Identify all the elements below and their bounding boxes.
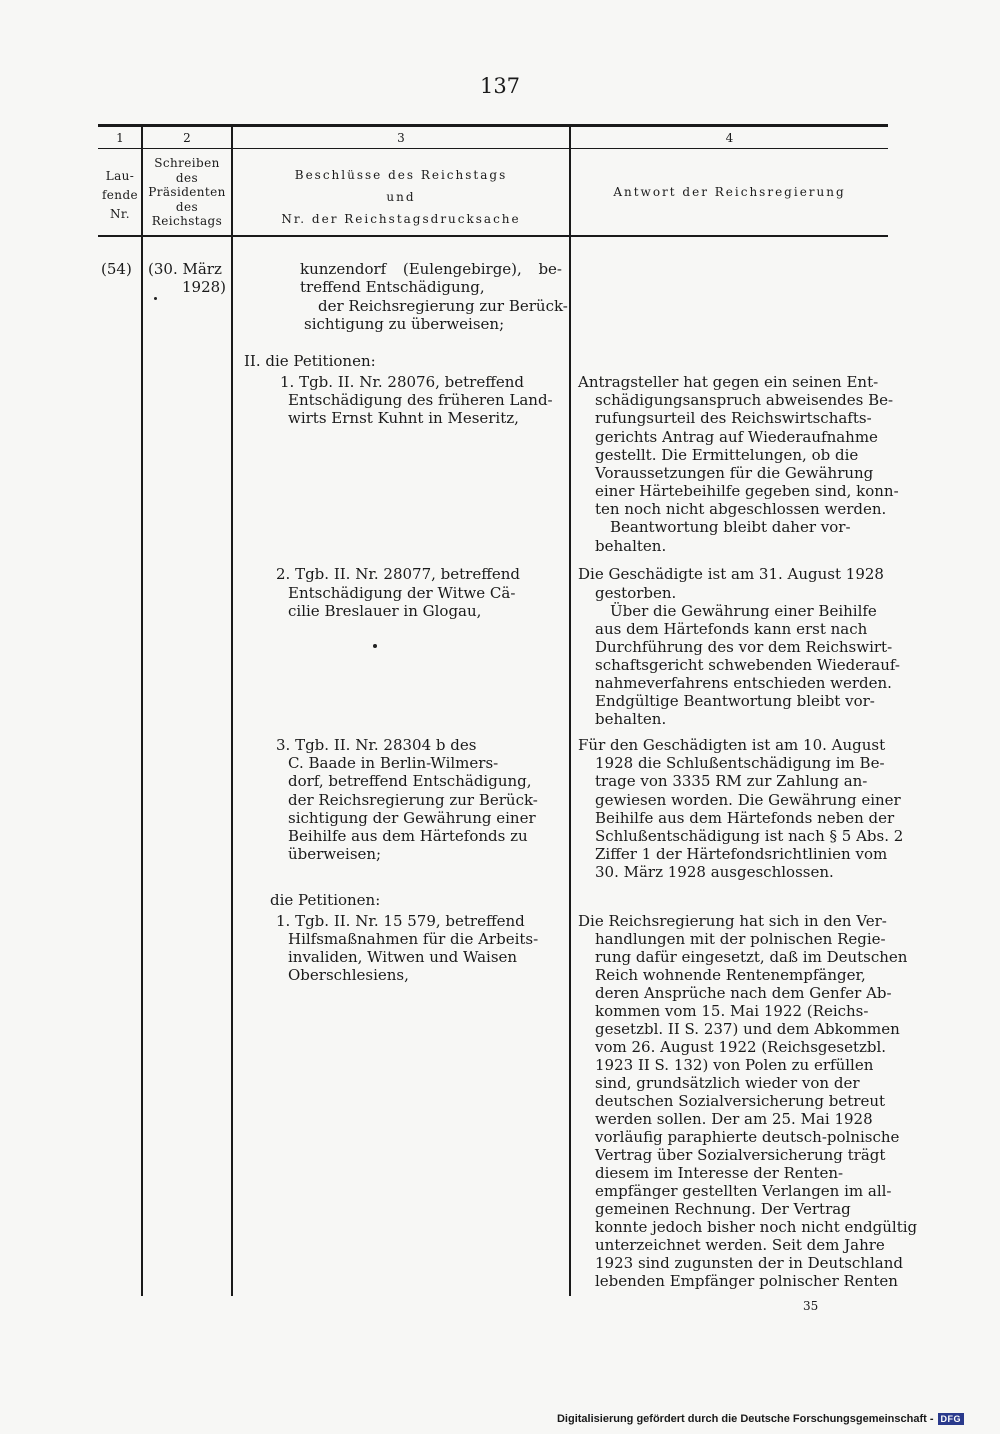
footer-text: Digitalisierung gefördert durch die Deutsche Forschungsgemeinschaft - <box>556 1413 934 1425</box>
col2-header-line: Schreiben <box>154 156 220 170</box>
col3-line: Beihilfe aus dem Härtefonds zu <box>288 827 528 845</box>
col3-line: kunzendorf (Eulengebirge), be- <box>300 260 562 278</box>
col3-line: sichtigung zu überweisen; <box>304 315 505 333</box>
col2-header <box>143 156 231 229</box>
col4-line: gestellt. Die Ermittelungen, ob die <box>595 446 859 464</box>
col4-line: schädigungsanspruch abweisendes Be- <box>595 391 894 409</box>
col3-line: treffend Entschädigung, <box>300 278 485 296</box>
col4-line: trage von 3335 RM zur Zahlung an- <box>595 772 868 790</box>
col2-header-line: des <box>175 199 199 214</box>
col4-line: handlungen mit der polnischen Regie- <box>595 930 886 948</box>
col4-line: Endgültige Beantwortung bleibt vor- <box>595 692 875 710</box>
col2-header-line: Präsidenten <box>148 185 226 199</box>
col3-header <box>233 164 569 230</box>
page-number: 137 <box>479 74 521 98</box>
col4-line: behalten. <box>595 710 667 728</box>
col4-line: ten noch nicht abgeschlossen werden. <box>595 500 887 518</box>
col4-line: rufungsurteil des Reichswirtschafts- <box>595 409 872 427</box>
col4-line: einer Härtebeihilfe gegeben sind, konn- <box>595 482 899 500</box>
column-number-2: 2 <box>183 131 191 145</box>
col3-line: Entschädigung des früheren Land- <box>288 391 553 409</box>
col4-line: gestorben. <box>595 584 677 602</box>
col3-line: 1. Tgb. II. Nr. 15 579, betreffend <box>276 912 525 930</box>
col4-line: vorläufig paraphierte deutsch-polnische <box>595 1128 900 1146</box>
col4-line: Beantwortung bleibt daher vor- <box>610 518 851 536</box>
entry-date-line: 1928) <box>182 278 227 296</box>
col3-header-line: und <box>386 190 416 204</box>
col3-line: Entschädigung der Witwe Cä- <box>288 584 516 602</box>
col3-line: der Reichsregierung zur Berück- <box>288 791 538 809</box>
col4-line: konnte jedoch bisher noch nicht endgültig <box>595 1218 918 1236</box>
col4-line: 1928 die Schlußentschädigung im Be- <box>595 754 885 772</box>
dfg-logo: DFG <box>938 1413 965 1425</box>
column-number-rule <box>98 148 888 149</box>
col1-header <box>100 167 140 224</box>
col3-line: Hilfsmaßnahmen für die Arbeits- <box>288 930 539 948</box>
col3-header-line: Beschlüsse des Reichstags <box>294 168 508 182</box>
col4-line: 1923 sind zugunsten der in Deutschland <box>595 1254 903 1272</box>
col4-line: nahmeverfahrens entschieden werden. <box>595 674 892 692</box>
col3-line: C. Baade in Berlin-Wilmers- <box>288 754 499 772</box>
col4-line: deutschen Sozialversicherung betreut <box>595 1092 886 1110</box>
col1-header-line: Nr. <box>110 207 130 221</box>
col4-line: Beihilfe aus dem Härtefonds neben der <box>595 809 895 827</box>
col3-header-line: Nr. der Reichstagsdrucksache <box>281 212 521 226</box>
col3-line: Oberschlesiens, <box>288 966 409 984</box>
petitions-heading: II. die Petitionen: <box>244 352 376 370</box>
col2-header-line: Reichstags <box>151 214 223 228</box>
col4-line: gesetzbl. II S. 237) und dem Abkommen <box>595 1020 900 1038</box>
col3-line: dorf, betreffend Entschädigung, <box>288 772 532 790</box>
col4-line: deren Ansprüche nach dem Genfer Ab- <box>595 984 892 1002</box>
col4-line: lebenden Empfänger polnischer Renten <box>595 1272 898 1290</box>
entry-number: (54) <box>101 260 132 278</box>
col4-line: Durchführung des vor dem Reichswirt- <box>595 638 893 656</box>
col4-line: diesem im Interesse der Renten- <box>595 1164 844 1182</box>
col4-line: Antragsteller hat gegen ein seinen Ent- <box>578 373 879 391</box>
col4-line: behalten. <box>595 537 667 555</box>
col2-header-line: des <box>175 170 199 185</box>
col4-line: empfänger gestellten Verlangen im all- <box>595 1182 892 1200</box>
col4-line: schaftsgericht schwebenden Wiederauf- <box>595 656 900 674</box>
col3-line: wirts Ernst Kuhnt in Meseritz, <box>288 409 519 427</box>
signature-mark: 35 <box>803 1299 819 1313</box>
col1-header-line: Lau- <box>105 169 135 183</box>
column-number-4: 4 <box>725 131 734 145</box>
column-divider-2 <box>231 126 233 1296</box>
col3-line: 3. Tgb. II. Nr. 28304 b des <box>276 736 477 754</box>
col3-line: 1. Tgb. II. Nr. 28076, betreffend <box>280 373 524 391</box>
petitions-heading: die Petitionen: <box>270 891 381 909</box>
col3-line: invaliden, Witwen und Waisen <box>288 948 518 966</box>
column-number-1: 1 <box>116 131 124 145</box>
col4-line: Die Geschädigte ist am 31. August 1928 <box>578 565 884 583</box>
col4-line: aus dem Härtefonds kann erst nach <box>595 620 868 638</box>
col4-line: Ziffer 1 der Härtefondsrichtlinien vom <box>595 845 888 863</box>
col3-line: 2. Tgb. II. Nr. 28077, betreffend <box>276 565 520 583</box>
col4-line: rung dafür eingesetzt, daß im Deutschen <box>595 948 908 966</box>
col1-header-line: fende <box>101 188 139 202</box>
digitization-footer <box>557 1413 964 1425</box>
col4-line: Über die Gewährung einer Beihilfe <box>610 602 877 620</box>
col3-line: überweisen; <box>288 845 382 863</box>
col4-line: gemeinen Rechnung. Der Vertrag <box>595 1200 851 1218</box>
col4-line: unterzeichnet werden. Seit dem Jahre <box>595 1236 885 1254</box>
col4-line: vom 26. August 1922 (Reichsgesetzbl. <box>595 1038 887 1056</box>
col3-line: sichtigung der Gewährung einer <box>288 809 536 827</box>
col3-line: cilie Breslauer in Glogau, <box>288 602 482 620</box>
column-number-3: 3 <box>397 131 405 145</box>
col4-line: gewiesen worden. Die Gewährung einer <box>595 791 901 809</box>
column-divider-3 <box>569 126 571 1296</box>
col4-line: gerichts Antrag auf Wiederaufnahme <box>595 428 878 446</box>
scan-speck <box>154 297 157 300</box>
col4-line: Reich wohnende Rentenempfänger, <box>595 966 866 984</box>
col4-header: Antwort der Reichsregierung <box>613 185 846 199</box>
col4-line: Vertrag über Sozialversicherung trägt <box>595 1146 886 1164</box>
col4-line: Schlußentschädigung ist nach § 5 Abs. 2 <box>595 827 904 845</box>
col4-line: 1923 II S. 132) von Polen zu erfüllen <box>595 1056 874 1074</box>
col4-line: Die Reichsregierung hat sich in den Ver- <box>578 912 887 930</box>
col4-line: werden sollen. Der am 25. Mai 1928 <box>595 1110 873 1128</box>
col4-line: Für den Geschädigten ist am 10. August <box>578 736 886 754</box>
entry-date-line: (30. März <box>148 260 222 278</box>
table-top-rule <box>98 124 888 127</box>
scan-speck <box>373 644 377 648</box>
header-bottom-rule <box>98 235 888 237</box>
col4-line: Voraussetzungen für die Gewährung <box>595 464 874 482</box>
col4-line: kommen vom 15. Mai 1922 (Reichs- <box>595 1002 869 1020</box>
col4-line: sind, grundsätzlich wieder von der <box>595 1074 860 1092</box>
col3-line: der Reichsregierung zur Berück- <box>318 297 568 315</box>
col4-line: 30. März 1928 ausgeschlossen. <box>595 863 834 881</box>
column-divider-1 <box>141 126 143 1296</box>
